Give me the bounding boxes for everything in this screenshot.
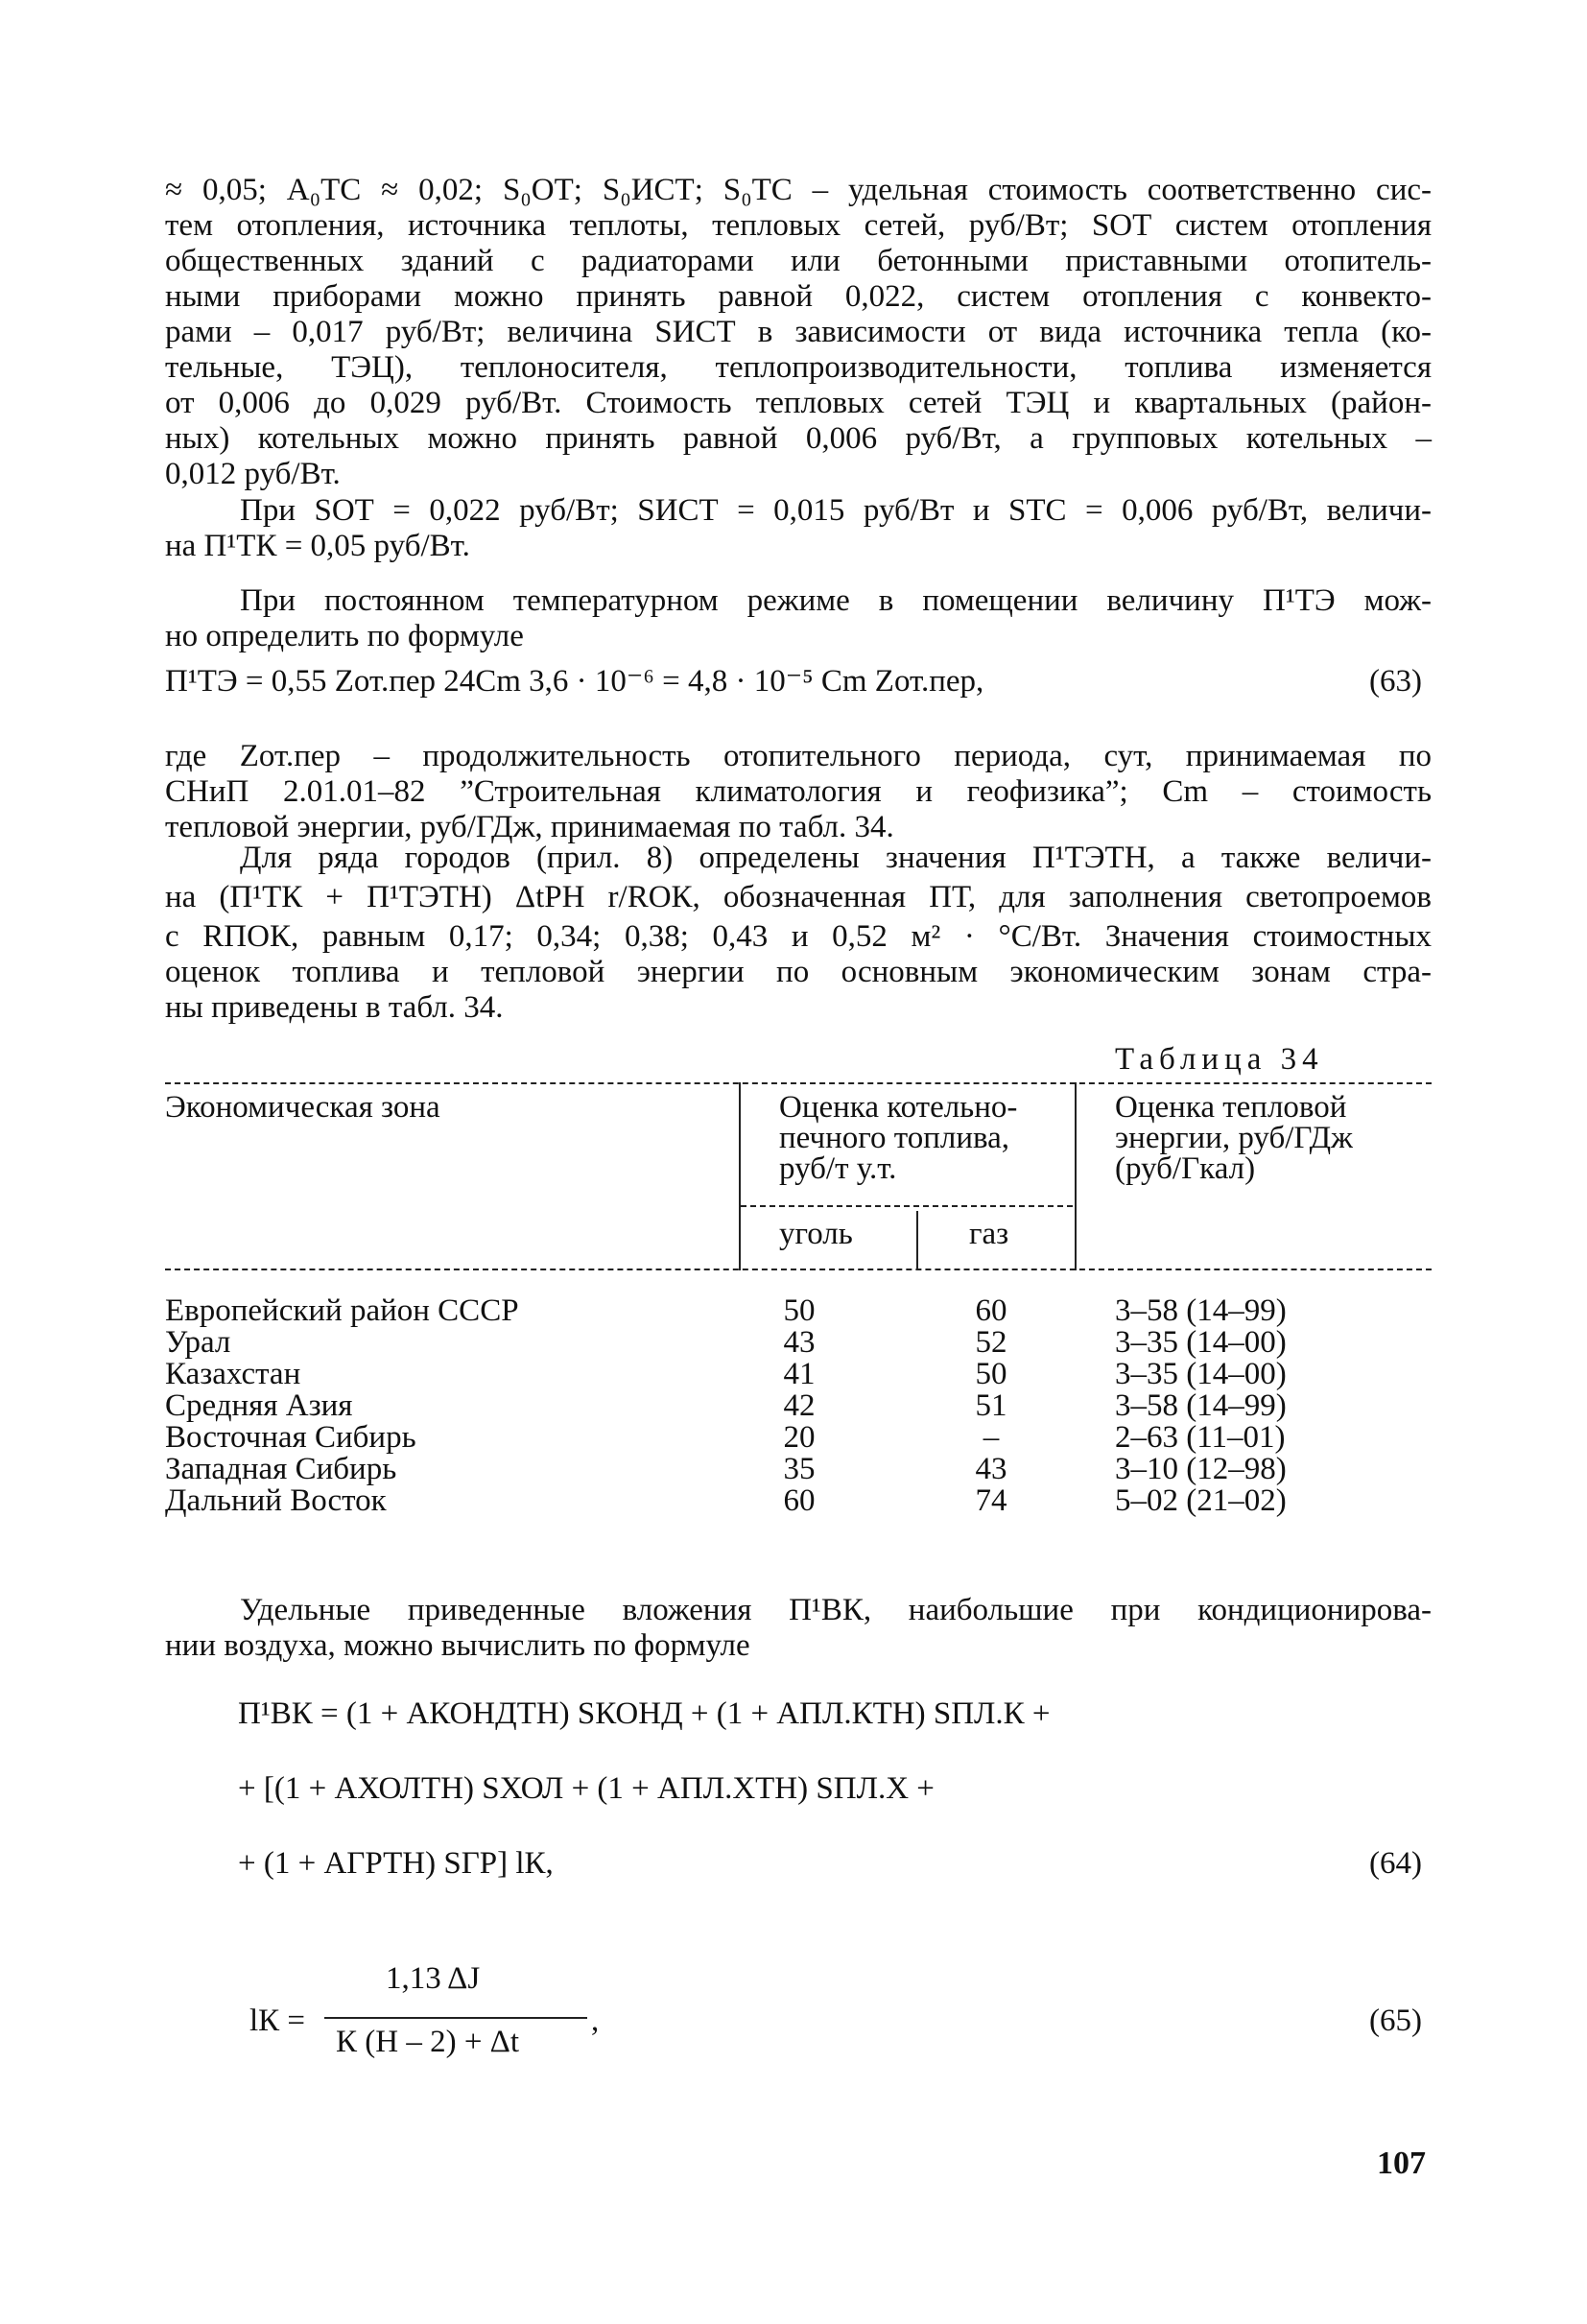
table-top-rule — [165, 1082, 1432, 1084]
cell-heat: 2–63 (11–01) — [1115, 1420, 1286, 1455]
header-heat-line: (руб/Гкал) — [1115, 1151, 1256, 1186]
text-line: тем отопления, источника теплоты, тепловых сетей, руб/Вт; SОТ систем отопления — [165, 208, 1432, 243]
equation-64-line: П¹ВК = (1 + АКОНДТН) SКОНД + (1 + АПЛ.КТН) SПЛ.К + — [238, 1696, 1051, 1731]
text-line: оценок топлива и тепловой энергии по основным экономическим зонам стра- — [165, 955, 1432, 989]
header-zone: Экономическая зона — [165, 1090, 440, 1125]
paragraph-costs — [165, 173, 1432, 492]
cell-coal: 35 — [783, 1452, 816, 1486]
header-heat-line: Оценка тепловой — [1115, 1090, 1347, 1125]
header-heat-line: энергии, руб/ГДж — [1115, 1121, 1353, 1155]
text-line: общественных зданий с радиаторами или бетонными приставными отопитель- — [165, 244, 1432, 278]
paragraph-cities — [165, 841, 1432, 1026]
paragraph-formula-intro — [165, 583, 1432, 654]
text-line: ными приборами можно принять равной 0,022, систем отопления с конвекто- — [165, 279, 1432, 314]
cell-coal: 43 — [783, 1325, 816, 1360]
text-line: При SОТ = 0,022 руб/Вт; SИСТ = 0,015 руб/Вт и SТС = 0,006 руб/Вт, величи- — [240, 493, 1432, 528]
text-line: 0,012 руб/Вт. — [165, 457, 341, 491]
text-line: где Zот.пер – продолжительность отопительного периода, сут, принимаемая по — [165, 739, 1432, 773]
cell-heat: 3–35 (14–00) — [1115, 1357, 1287, 1391]
table-divider — [916, 1211, 918, 1270]
page-number: 107 — [1377, 2146, 1426, 2181]
text-line: Удельные приведенные вложения П¹ВК, наибольшие при кондиционирова- — [240, 1593, 1432, 1627]
text-line: на П¹ТК = 0,05 руб/Вт. — [165, 529, 470, 563]
equation-64-line: + [(1 + АХОЛТН) SХОЛ + (1 + АПЛ.ХТН) SПЛ.Х + — [238, 1771, 935, 1806]
text-line: рами – 0,017 руб/Вт; величина SИСТ в зависимости от вида источника тепла (ко- — [165, 315, 1432, 349]
cell-zone: Западная Сибирь — [165, 1452, 397, 1486]
cell-zone: Казахстан — [165, 1357, 301, 1391]
text-line: на (П¹ТК + П¹ТЭТН) ΔtРН r/RОК, обозначенная ПТ, для заполнения светопроемов — [165, 880, 1432, 914]
cell-gas: 74 — [975, 1483, 1007, 1518]
table-header-rule — [165, 1269, 1432, 1270]
text-line: тепловой энергии, руб/ГДж, принимаемая по табл. 34. — [165, 810, 894, 844]
cell-heat: 3–58 (14–99) — [1115, 1388, 1287, 1423]
header-gas: газ — [969, 1217, 1009, 1251]
header-coal: уголь — [779, 1217, 853, 1251]
text-line: Для ряда городов (прил. 8) определены значения П¹ТЭТН, а также величи- — [240, 841, 1432, 875]
table-title: Таблица 34 — [1115, 1042, 1324, 1077]
cell-gas: 60 — [975, 1293, 1007, 1328]
equation-number-63: (63) — [1369, 664, 1422, 699]
cell-heat: 3–10 (12–98) — [1115, 1452, 1287, 1486]
table-divider — [739, 1082, 741, 1270]
equation-65-tail: , — [591, 2004, 600, 2038]
cell-gas: 50 — [975, 1357, 1007, 1391]
equation-63: П¹ТЭ = 0,55 Zот.пер 24Cm 3,6 · 10⁻⁶ = 4,8 · 10⁻⁵ Cm Zот.пер, — [165, 664, 984, 699]
header-fuel-line: руб/т у.т. — [779, 1151, 897, 1186]
cell-zone: Европейский район СССР — [165, 1293, 519, 1328]
header-fuel-line: Оценка котельно- — [779, 1090, 1018, 1125]
cell-coal: 20 — [783, 1420, 816, 1455]
text-line: ных) котельных можно принять равной 0,006 руб/Вт, а групповых котельных – — [165, 421, 1432, 456]
equation-65-denominator: К (H – 2) + Δt — [336, 2025, 520, 2059]
cell-coal: 60 — [783, 1483, 816, 1518]
cell-zone: Дальний Восток — [165, 1483, 387, 1518]
header-fuel-line: печного топлива, — [779, 1121, 1010, 1155]
paragraph-ac — [165, 1593, 1432, 1664]
paragraph-definitions — [165, 739, 1432, 845]
cell-gas: 43 — [975, 1452, 1007, 1486]
subheader-rule — [741, 1205, 1073, 1207]
equation-number-65: (65) — [1369, 2004, 1422, 2038]
cell-zone: Средняя Азия — [165, 1388, 353, 1423]
equation-64-line: + (1 + АГРТН) SГР] lК, — [238, 1846, 554, 1881]
text-line: но определить по формуле — [165, 619, 524, 653]
cell-coal: 50 — [783, 1293, 816, 1328]
text-line: При постоянном температурном режиме в помещении величину П¹ТЭ мож- — [240, 583, 1432, 618]
text-line: ≈ 0,05; А₀ТС ≈ 0,02; S₀ОТ; S₀ИСТ; S₀ТС – удельная стоимость соответственно сис- — [165, 173, 1432, 207]
equation-65-numerator: 1,13 ΔJ — [386, 1961, 481, 1996]
text-line: ны приведены в табл. 34. — [165, 990, 504, 1025]
cell-heat: 3–35 (14–00) — [1115, 1325, 1287, 1360]
cell-heat: 3–58 (14–99) — [1115, 1293, 1287, 1328]
text-line: СНиП 2.01.01–82 ”Строительная климатология и геофизика”; Cm – стоимость — [165, 774, 1432, 809]
paragraph-example — [165, 493, 1432, 564]
text-line: от 0,006 до 0,029 руб/Вт. Стоимость тепловых сетей ТЭЦ и квартальных (район- — [165, 386, 1432, 420]
cell-gas: 51 — [975, 1388, 1007, 1423]
cell-zone: Урал — [165, 1325, 231, 1360]
cell-heat: 5–02 (21–02) — [1115, 1483, 1287, 1518]
text-line: с RПОК, равным 0,17; 0,34; 0,38; 0,43 и 0,52 м² · °С/Вт. Значения стоимостных — [165, 919, 1432, 954]
fraction-bar — [324, 2017, 587, 2019]
cell-gas: – — [983, 1420, 1000, 1455]
cell-coal: 41 — [783, 1357, 816, 1391]
text-line: нии воздуха, можно вычислить по формуле — [165, 1628, 750, 1663]
table-divider — [1075, 1082, 1077, 1270]
cell-coal: 42 — [783, 1388, 816, 1423]
equation-number-64: (64) — [1369, 1846, 1422, 1881]
cell-zone: Восточная Сибирь — [165, 1420, 416, 1455]
cell-gas: 52 — [975, 1325, 1007, 1360]
text-line: тельные, ТЭЦ), теплоносителя, теплопроизводительности, топлива изменяется — [165, 350, 1432, 385]
equation-65-lhs: lК = — [249, 2004, 306, 2038]
